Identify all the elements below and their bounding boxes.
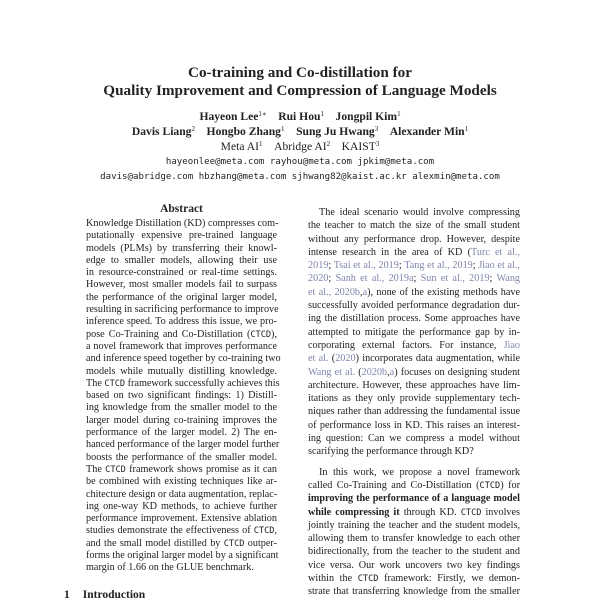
text-segment: bidirectionally, from the teacher to the student and <box>308 546 520 558</box>
text-segment: intense research in the area of KD ( <box>308 246 471 258</box>
text-line <box>308 559 520 572</box>
name: Abridge AI <box>274 140 327 153</box>
text-segment: through KD. <box>399 506 461 518</box>
text-segment: ing question: Can we compress a model without <box>308 433 520 445</box>
text-segment: ) for <box>500 479 520 491</box>
superscript: 1 <box>397 110 401 118</box>
text-line <box>86 452 277 464</box>
text-segment: framework shows promise as it can <box>125 463 277 475</box>
text-line <box>308 392 520 405</box>
abstract-heading: Abstract <box>160 203 203 215</box>
text-segment: chitecture design or data augmentation, replac- <box>86 488 278 500</box>
text-line <box>86 501 277 513</box>
text-line <box>86 230 277 242</box>
text-line <box>308 259 520 272</box>
text-segment: corporating external factors. For instance, <box>308 339 504 351</box>
text-segment: models while mutually distilling knowledge. <box>86 365 277 377</box>
text-segment: margin of 1.66 on the GLUE benchmark. <box>86 562 254 574</box>
text-line <box>308 585 520 598</box>
text-segment: CTCD <box>105 464 126 475</box>
section-heading <box>64 589 145 602</box>
text-segment: architecture. However, these approaches have lim- <box>308 379 520 391</box>
text-line <box>86 390 277 402</box>
text-segment: However, most smaller models fail to surpass <box>86 279 277 291</box>
text-segment: ) incorporates data augmentation, while <box>355 353 520 365</box>
citation-link[interactable]: a <box>389 366 395 378</box>
text-segment: hanced performance of the larger model further <box>86 439 280 451</box>
citation-link[interactable]: 2019 <box>308 260 329 272</box>
text-line <box>308 445 520 458</box>
text-line <box>86 513 277 525</box>
superscript: 1 <box>259 140 263 148</box>
section-number: 1 <box>64 589 70 601</box>
text-line <box>308 466 520 479</box>
citation-link[interactable]: 2020 <box>335 353 356 365</box>
text-segment: forms the original larger model by a significant <box>86 550 279 562</box>
text-segment: larger model during co-training improves the <box>86 414 277 426</box>
text-segment: performance of the larger model. 2) The en- <box>86 427 277 439</box>
text-segment: CTCD <box>250 329 272 340</box>
text-segment: outper- <box>244 537 277 549</box>
text-line <box>308 352 520 365</box>
superscript: 2 <box>326 140 331 148</box>
text-segment: pose Co-Training and Co-Distillation ( <box>86 328 251 340</box>
name: Jongpil Kim <box>335 110 398 123</box>
superscript: 1 <box>280 125 285 133</box>
text-segment: the performance of the original larger model, <box>86 291 277 303</box>
authors-line-1 <box>0 110 600 124</box>
text-segment: vice versa. Our work uncovers two key findings <box>308 559 520 571</box>
text-line <box>308 492 520 505</box>
text-segment: improving the performance of a language model <box>308 493 520 505</box>
superscript: 1∗ <box>258 110 267 118</box>
text-segment: In this work, we propose a novel framework <box>319 466 520 478</box>
text-line <box>308 326 520 339</box>
text-line <box>86 562 277 574</box>
text-segment: studies demonstrate the effectiveness of <box>86 525 254 537</box>
name: Alexander Min <box>389 125 465 138</box>
name: Hongbo Zhang <box>206 125 281 138</box>
citation-link[interactable]: Wang <box>496 273 521 285</box>
intro-column <box>308 206 520 599</box>
text-segment: involves <box>481 506 520 518</box>
name: Rui Hou <box>278 110 321 123</box>
text-segment: , <box>274 525 277 537</box>
text-segment: CTCD <box>253 526 275 537</box>
citation-link[interactable]: Jiao <box>503 339 520 351</box>
superscript: 2 <box>191 125 195 133</box>
text-line <box>308 572 520 585</box>
text-line <box>308 219 520 232</box>
text-line <box>308 286 520 299</box>
text-line <box>86 525 277 537</box>
text-line <box>308 519 520 532</box>
text-segment: a novel framework that improves performance <box>86 340 277 352</box>
text-segment: ), none of the existing methods have <box>367 286 520 298</box>
text-line <box>86 415 277 427</box>
superscript: 1 <box>464 125 469 133</box>
text-segment: the teacher to match the size of the small student <box>308 220 520 232</box>
text-segment: allowing them to transfer knowledge to each other <box>308 533 520 545</box>
name: Hayeon Lee <box>199 110 259 123</box>
text-line <box>86 489 277 501</box>
citation-link[interactable]: Tsai et al., 2019 <box>333 260 399 272</box>
text-segment: ; <box>413 273 421 285</box>
text-line <box>86 427 277 439</box>
text-line <box>308 339 520 352</box>
text-segment: The <box>86 463 106 475</box>
text-line <box>86 267 277 279</box>
emails-line-2: davis@abridge.com hbzhang@meta.com sjhwang82@kaist.ac.kr alexmin@meta.com <box>100 172 500 182</box>
text-line <box>86 329 277 341</box>
text-segment: resulting in sacrificing performance to improve <box>86 304 279 316</box>
text-line <box>86 353 281 365</box>
text-segment: CTCD <box>479 480 501 491</box>
text-line <box>86 377 280 390</box>
text-segment: ; <box>328 273 336 285</box>
text-segment: boosts the performance of the smaller model. <box>86 451 277 463</box>
name: Meta AI <box>220 140 259 153</box>
superscript: 1 <box>320 110 324 118</box>
text-segment: The ideal scenario would involve compressing <box>319 207 520 218</box>
citation-link[interactable]: a <box>362 286 368 298</box>
citation-link[interactable]: Sanh et al., 2019a <box>335 273 414 285</box>
text-segment: in resource-constrained or real-time settings. <box>86 267 277 279</box>
text-line <box>308 479 520 492</box>
text-line <box>86 292 277 304</box>
affiliations <box>0 140 600 154</box>
text-segment: while compressing it <box>308 506 400 518</box>
text-segment: CTCD <box>104 378 126 389</box>
citation-link[interactable]: Tang et al., 2019 <box>404 260 473 272</box>
text-segment: ing one-way KD methods, to achieve further <box>86 500 277 512</box>
text-line <box>86 304 277 316</box>
text-line <box>308 246 520 259</box>
text-segment: ing knowledge from the smaller model to the <box>86 402 277 414</box>
text-segment: of performance loss in KD. This raises an interest- <box>308 419 520 431</box>
text-segment: , <box>387 366 390 378</box>
text-line <box>86 439 280 451</box>
text-line <box>308 233 520 246</box>
citation-link[interactable]: 2020b <box>361 366 388 378</box>
text-segment: CTCD <box>223 538 245 549</box>
authors-line-2 <box>0 125 600 139</box>
text-segment: Knowledge Distillation (KD) compresses com- <box>86 218 279 229</box>
text-segment: based on two significant findings: 1) Distill- <box>86 390 277 402</box>
text-segment: The <box>86 377 105 389</box>
text-segment: jointly training the teacher and the student models, <box>308 519 520 531</box>
citation-link[interactable]: Jiao et al., <box>478 260 520 272</box>
superscript: 3 <box>374 125 379 133</box>
text-line <box>86 255 277 267</box>
text-segment: itations as they only provide supplementary tech- <box>308 393 520 405</box>
text-segment: within the <box>308 573 358 585</box>
text-segment: ; <box>398 260 405 272</box>
text-segment: ) focuses on designing student <box>394 366 520 378</box>
name: KAIST <box>341 140 376 153</box>
text-segment: framework successfully achieves this <box>125 377 280 389</box>
text-line <box>308 366 520 379</box>
name: Davis Liang <box>131 125 192 138</box>
text-line <box>86 538 277 550</box>
text-line <box>308 272 520 285</box>
intro-paragraph-1 <box>308 206 520 459</box>
text-line <box>308 379 520 392</box>
text-segment: framework: Firstly, we demon- <box>378 573 520 585</box>
text-segment: and the small model distilled by <box>86 537 224 549</box>
superscript: 3 <box>375 140 380 148</box>
paper-title-line-2: Quality Improvement and Compression of Language Models <box>103 82 497 99</box>
text-line <box>86 279 277 291</box>
text-segment: called Co-Training and Co-Distillation ( <box>308 479 480 491</box>
text-segment: ( <box>355 366 362 378</box>
text-segment: CTCD <box>357 574 379 585</box>
text-line <box>86 218 277 230</box>
text-segment: without any performance drop. However, despite <box>308 233 520 245</box>
text-segment: edge to smaller models, allowing their use <box>86 254 277 266</box>
section-title: Introduction <box>82 589 146 601</box>
text-segment: attempted to mitigate the performance gap by in- <box>308 326 520 338</box>
text-segment: inference speed. To address this issue, we pro- <box>86 316 277 328</box>
text-segment: scarifying the performance through KD? <box>308 446 474 458</box>
text-line <box>86 243 277 255</box>
name: Sung Ju Hwang <box>296 125 375 138</box>
citation-link[interactable]: 2020 <box>308 273 329 285</box>
abstract-body <box>86 218 281 575</box>
text-segment: ), <box>271 328 277 340</box>
text-segment: ; <box>472 260 479 272</box>
text-line <box>86 341 277 353</box>
paper-title-line-1: Co-training and Co-distillation for <box>187 64 413 81</box>
text-segment: ( <box>328 353 336 365</box>
emails-line-1: hayeonlee@meta.com rayhou@meta.com jpkim@meta.com <box>165 157 435 167</box>
text-line <box>308 532 520 545</box>
citation-link[interactable]: et al. <box>308 353 329 365</box>
text-line <box>308 506 520 519</box>
text-line <box>308 432 520 445</box>
text-line <box>308 312 520 325</box>
citation-link[interactable]: Turc et al., <box>470 246 520 258</box>
text-segment: performance improvement. Extensive ablation <box>86 513 277 525</box>
text-line <box>86 550 277 562</box>
text-line <box>86 476 277 488</box>
text-line <box>308 405 520 418</box>
text-segment: ing the distillation process. Some approaches have <box>308 313 520 325</box>
text-line <box>86 402 277 414</box>
text-segment: successfully avoided performance degradation dur- <box>308 300 520 312</box>
text-line <box>308 299 520 312</box>
text-line <box>308 419 520 432</box>
text-segment: and inference speed together by co-training two <box>86 353 281 365</box>
text-segment: CTCD <box>460 507 482 518</box>
text-line <box>308 545 520 558</box>
intro-paragraph-2 <box>308 466 520 599</box>
citation-link[interactable]: et al., 2020b <box>308 286 361 298</box>
text-line <box>86 464 277 476</box>
text-segment: putationally expensive pre-trained language <box>86 230 277 242</box>
text-segment: , <box>360 286 363 298</box>
text-segment: ; <box>328 260 334 272</box>
text-line <box>308 206 520 219</box>
citation-link[interactable]: Sun et al., 2019 <box>420 273 490 285</box>
text-segment: strate that transferring knowledge from the smaller <box>308 586 520 598</box>
text-segment: niques rather than addressing the fundamental issue <box>308 406 520 418</box>
text-segment: be combined with existing techniques like ar- <box>86 476 277 488</box>
text-segment: ; <box>489 273 497 285</box>
text-line <box>86 316 277 328</box>
text-line <box>86 366 277 378</box>
text-segment: models (PLMs) by transferring their knowl- <box>86 242 277 254</box>
citation-link[interactable]: Wang et al. <box>308 366 356 378</box>
